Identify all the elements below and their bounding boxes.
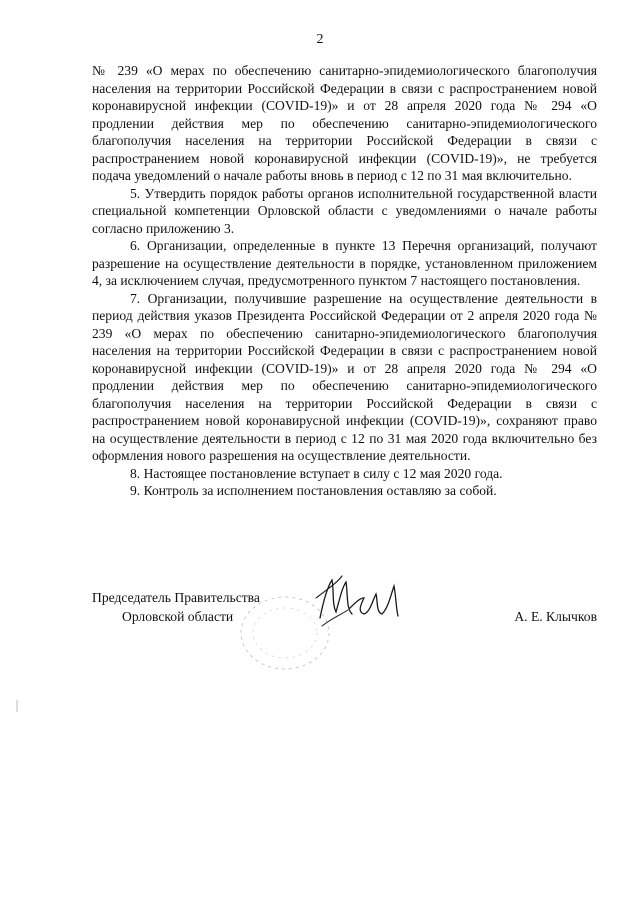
paragraph-item-7: 7. Организации, получившие разрешение на осуществление деятельности в период действия указов Президента Российской Федерации от 2 апреля 2020 года № 239 «О мерах по обеспечению санитарно-эпидемиологического благополучия населения на территории Российской Федерации в связи с распространением новой коронавирусной инфекции (COVID-19)» и от 28 апреля 2020 года № 294 «О продлении действия мер по обеспечению санитарно-эпидемиологического благополучия населения на территории Российской Федерации в связи с распространением новой коронавирусной инфекции (COVID-19)», сохраняют право на осуществление деятельности в период с 12 по 31 мая 2020 года включительно без оформления нового разрешения на осуществление деятельности.	[92, 290, 597, 463]
signatory-title-line-1: Председатель Правительства	[92, 590, 260, 605]
paragraph-item-5: 5. Утвердить порядок работы органов исполнительной государственной власти специальной компетенции Орловской области с уведомлениями о начале работы согласно приложению 3.	[92, 185, 597, 236]
scan-margin-mark	[16, 700, 18, 712]
paragraph-continuation: № 239 «О мерах по обеспечению санитарно-эпидемиологического благополучия населения на территории Российской Федерации в связи с распространением новой коронавирусной инфекции (COVID-19)» и от 28 апреля 2020 года № 294 «О продлении действия мер по обеспечению санитарно-эпидемиологического благополучия населения на территории Российской Федерации в связи с распространением новой коронавирусной инфекции (COVID-19)», не требуется подача уведомлений о начале работы вновь в период с 12 по 31 мая включительно.	[92, 63, 597, 183]
paragraph-item-8: 8. Настоящее постановление вступает в силу с 12 мая 2020 года.	[130, 465, 503, 481]
signatory-name: А. Е. Клычков	[514, 609, 597, 624]
page-number: 2	[316, 32, 324, 47]
signatory-title-line-2: Орловской области	[122, 609, 234, 624]
handwritten-signature	[312, 568, 412, 628]
document-body	[92, 62, 597, 500]
paragraph-item-6: 6. Организации, определенные в пункте 13 Перечня организаций, получают разрешение на осуществление деятельности в порядке, установленном приложением 4, за исключением случая, предусмотренного пунктом 7 настоящего постановления.	[92, 238, 597, 288]
paragraph-item-9: 9. Контроль за исполнением постановления оставляю за собой.	[130, 483, 497, 498]
